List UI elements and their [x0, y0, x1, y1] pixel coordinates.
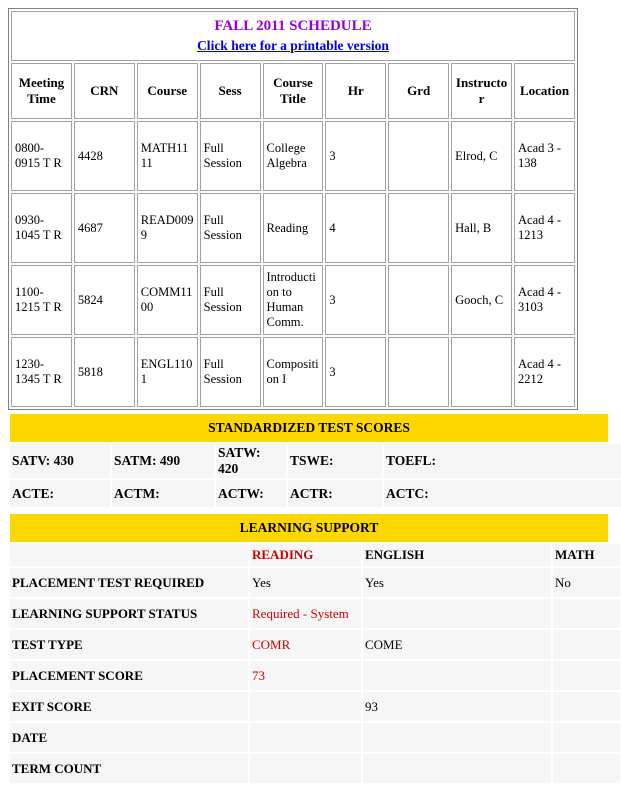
ls-english-value: 93	[363, 692, 551, 721]
ls-row-test-type	[10, 630, 620, 659]
cell-grd	[388, 121, 449, 191]
col-header-location: Location	[514, 63, 575, 119]
cell-course-title: College Algebra	[263, 121, 324, 191]
cell-crn: 5824	[74, 265, 135, 335]
col-header-meeting-time: Meeting Time	[11, 63, 72, 119]
score-satv: SATV: 430	[10, 444, 110, 478]
cell-sess: Full Session	[200, 265, 261, 335]
ls-reading-value: Required - System	[250, 599, 361, 628]
score-actw: ACTW:	[216, 480, 286, 507]
cell-meeting-time: 1230-1345 T R	[11, 337, 72, 407]
ls-math-value	[553, 723, 620, 752]
learning-support-banner: LEARNING SUPPORT	[10, 514, 608, 542]
ls-row-label: DATE	[10, 723, 248, 752]
col-header-course: Course	[137, 63, 198, 119]
ls-reading-value	[250, 754, 361, 783]
cell-meeting-time: 0800-0915 T R	[11, 121, 72, 191]
test-scores-banner: STANDARDIZED TEST SCORES	[10, 414, 608, 442]
col-header-instructor: Instructor	[451, 63, 512, 119]
cell-sess: Full Session	[200, 121, 261, 191]
schedule-table	[8, 8, 578, 410]
col-header-crn: CRN	[74, 63, 135, 119]
cell-instructor: Elrod, C	[451, 121, 512, 191]
score-satw: SATW: 420	[216, 444, 286, 478]
col-header-grd: Grd	[388, 63, 449, 119]
score-satm: SATM: 490	[112, 444, 214, 478]
cell-hr: 3	[325, 337, 386, 407]
cell-hr: 3	[325, 121, 386, 191]
score-actm: ACTM:	[112, 480, 214, 507]
schedule-row	[11, 121, 575, 191]
ls-reading-value: Yes	[250, 568, 361, 597]
learning-support-header-row	[10, 544, 620, 566]
col-header-course-title: Course Title	[263, 63, 324, 119]
score-acte: ACTE:	[10, 480, 110, 507]
cell-sess: Full Session	[200, 193, 261, 263]
page-title: FALL 2011 SCHEDULE	[214, 18, 372, 34]
ls-header-math: MATH	[553, 544, 620, 566]
cell-location: Acad 4 - 1213	[514, 193, 575, 263]
ls-english-value: COME	[363, 630, 551, 659]
col-header-sess: Sess	[200, 63, 261, 119]
col-header-hr: Hr	[325, 63, 386, 119]
cell-grd	[388, 265, 449, 335]
cell-course-title: Introduction to Human Comm.	[263, 265, 324, 335]
ls-reading-value: COMR	[250, 630, 361, 659]
ls-reading-value	[250, 692, 361, 721]
score-toefl: TOEFL:	[384, 444, 621, 478]
ls-math-value	[553, 692, 620, 721]
cell-crn: 4428	[74, 121, 135, 191]
cell-course-title: Reading	[263, 193, 324, 263]
ls-row-placement-score	[10, 661, 620, 690]
schedule-row	[11, 337, 575, 407]
learning-support-table	[8, 542, 621, 785]
ls-row-label: PLACEMENT TEST REQUIRED	[10, 568, 248, 597]
cell-course: READ0099	[137, 193, 198, 263]
cell-course: MATH1111	[137, 121, 198, 191]
cell-meeting-time: 1100-1215 T R	[11, 265, 72, 335]
score-actr: ACTR:	[288, 480, 382, 507]
ls-row-label: EXIT SCORE	[10, 692, 248, 721]
score-actc: ACTC:	[384, 480, 621, 507]
schedule-row	[11, 265, 575, 335]
cell-location: Acad 4 - 2212	[514, 337, 575, 407]
ls-english-value: Yes	[363, 568, 551, 597]
cell-course: COMM1100	[137, 265, 198, 335]
schedule-header-row	[11, 63, 575, 119]
ls-english-value	[363, 661, 551, 690]
ls-row-learning-support-status	[10, 599, 620, 628]
ls-english-value	[363, 723, 551, 752]
ls-reading-value	[250, 723, 361, 752]
ls-reading-value: 73	[250, 661, 361, 690]
ls-row-label: LEARNING SUPPORT STATUS	[10, 599, 248, 628]
cell-instructor: Gooch, C	[451, 265, 512, 335]
test-scores-row	[10, 480, 621, 507]
test-scores-row	[10, 444, 621, 478]
ls-row-exit-score	[10, 692, 620, 721]
cell-course-title: Composition I	[263, 337, 324, 407]
cell-hr: 3	[325, 265, 386, 335]
test-scores-table	[8, 442, 621, 509]
cell-crn: 5818	[74, 337, 135, 407]
ls-math-value	[553, 754, 620, 783]
ls-row-label: TEST TYPE	[10, 630, 248, 659]
cell-meeting-time: 0930-1045 T R	[11, 193, 72, 263]
cell-instructor: Hall, B	[451, 193, 512, 263]
schedule-title-cell	[11, 11, 575, 61]
cell-location: Acad 4 - 3103	[514, 265, 575, 335]
ls-header-reading: READING	[250, 544, 361, 566]
ls-row-term-count	[10, 754, 620, 783]
schedule-row	[11, 193, 575, 263]
cell-instructor	[451, 337, 512, 407]
score-tswe: TSWE:	[288, 444, 382, 478]
cell-grd	[388, 337, 449, 407]
ls-row-label: TERM COUNT	[10, 754, 248, 783]
schedule-title-row	[11, 11, 575, 61]
cell-crn: 4687	[74, 193, 135, 263]
ls-english-value	[363, 754, 551, 783]
ls-math-value	[553, 661, 620, 690]
ls-row-date	[10, 723, 620, 752]
ls-math-value	[553, 630, 620, 659]
cell-hr: 4	[325, 193, 386, 263]
cell-location: Acad 3 - 138	[514, 121, 575, 191]
ls-row-label: PLACEMENT SCORE	[10, 661, 248, 690]
ls-math-value: No	[553, 568, 620, 597]
cell-sess: Full Session	[200, 337, 261, 407]
ls-header-english: ENGLISH	[363, 544, 551, 566]
ls-row-placement-test-required	[10, 568, 620, 597]
cell-grd	[388, 193, 449, 263]
printable-version-link[interactable]: Click here for a printable version	[197, 38, 389, 53]
cell-course: ENGL1101	[137, 337, 198, 407]
ls-english-value	[363, 599, 551, 628]
ls-math-value	[553, 599, 620, 628]
ls-header-spacer	[10, 544, 248, 566]
